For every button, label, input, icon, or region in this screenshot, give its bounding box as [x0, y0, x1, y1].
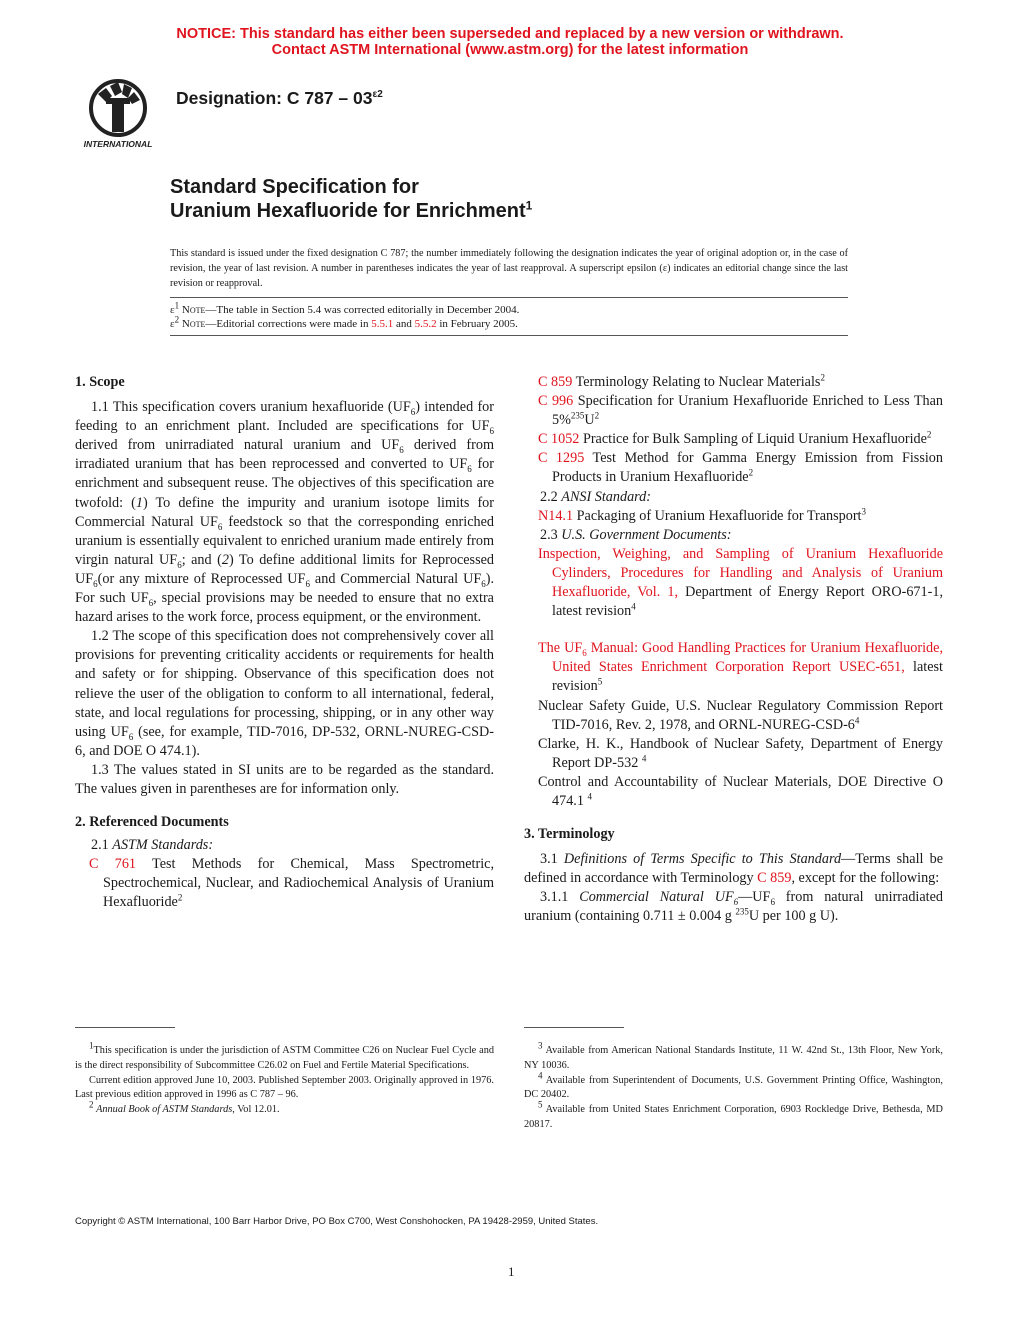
section-3-heading: 3. Terminology: [524, 826, 615, 843]
standard-intro: This standard is issued under the fixed designation C 787; the number immediately following the designation indicates the year of original adoption or, in the case of revision, the year of last revision. A number in parentheses indicates the year of last reapproval. A superscript epsilon (ε) indicates an editorial change since the last revision or reapproval.: [170, 248, 848, 289]
astm-logo: [72, 74, 164, 152]
ref-c1052: C 1052 Practice for Bulk Sampling of Liquid Uranium Hexafluoride$^2$: [538, 429, 932, 448]
editorial-notes: [170, 300, 848, 331]
para-3-1: 3.1 Definitions of Terms Specific to This Standard—Terms shall be defined in accordance with Terminology C 859, except for the following:: [524, 851, 944, 887]
editorial-note-1: $\varepsilon^1$ Note—The table in Section 5.4 was corrected editorially in December 2004.: [170, 300, 520, 316]
notice-line-1: NOTICE: This standard has either been superseded and replaced by a new version or withdrawn.: [176, 26, 844, 42]
para-1-1: 1.1 This specification covers uranium hexafluoride $(UF_6)$ intended for feeding to an enrichment plant. Included are specifications for $UF_6$ derived from unirradiated natural uranium and $UF_6$ derived from irradiated uranium that has been reprocessed and converted to $UF_6$ for enrichment and subsequent reuse. The objectives of this specification are twofold: (1) To define the impurity and uranium isotope limits for Commercial Natural $UF_6$ feedstock so that the corresponding enriched uranium is essentially equivalent to enriched uranium made entirely from virgin natural $UF_6$; and (2) To define additional limits for Reprocessed $UF_6(or$ any mixture of Reprocessed $UF_6$ and Commercial Natural $UF_6$). For such $UF_6$, special provisions may be needed to ensure that no extra hazard arises to the work force, process equipment, or the environment.: [75, 399, 495, 626]
title-footnote-ref: 1: [525, 198, 533, 213]
link-c1052[interactable]: C 1052: [538, 431, 580, 448]
link-c1295[interactable]: C 1295: [538, 450, 585, 467]
designation-text: Designation: C 787 – 03: [176, 88, 373, 108]
right-column: [524, 373, 943, 927]
withdrawal-notice: [0, 26, 1020, 58]
link-uf6-manual[interactable]: The $UF_6$ Manual: Good Handling Practices for Uranium Hexafluoride, United States Enrichment Corporation Report USEC-651,: [538, 640, 943, 676]
ref-clarke-handbook: Clarke, H. K., Handbook of Nuclear Safety, Department of Energy Report DP-532 $^4$: [538, 735, 943, 771]
intro-divider: [170, 297, 848, 298]
ref-nuclear-safety-guide: Nuclear Safety Guide, U.S. Nuclear Regulatory Commission Report TID-7016, Rev. 2, 1978, and ORNL-$NUREG-CSD-6^4$: [538, 697, 943, 733]
footnotes-left: [75, 1040, 494, 1118]
ref-c859: C 859 Terminology Relating to Nuclear Materials$^2$: [538, 372, 825, 390]
copyright: Copyright © ASTM International, 100 Barr Harbor Drive, PO Box C700, West Conshohocken, PA 19428-2959, United States.: [75, 1216, 599, 1227]
link-c761[interactable]: C 761: [89, 856, 137, 873]
ref-control-accountability: Control and Accountability of Nuclear Materials, DOE Directive O 474.1 $^4$: [538, 773, 943, 809]
logo-wordmark: INTERNATIONAL: [83, 139, 153, 149]
ref-inspection: Inspection, Weighing, and Sampling of Uranium Hexafluoride Cylinders, Procedures for Handling and Analysis of Uranium Hexafluoride, Vol. 1, Department of Energy Report ORO-671-1, latest revision$^4$: [538, 545, 943, 620]
editorial-note-2: $\varepsilon^2$ Note—Editorial corrections were made in 5.5.1 and 5.5.2 in February 2005.: [170, 314, 518, 330]
link-5-5-1[interactable]: 5.5.1: [371, 318, 394, 330]
designation: [176, 88, 383, 109]
link-5-5-2[interactable]: 5.5.2: [414, 318, 437, 330]
footnotes-right: [524, 1040, 943, 1133]
footnote-1: $^1$This specification is under the jurisdiction of ASTM Committee C26 on Nuclear Fuel Cycle and is the direct responsibility of Subcommittee C26.02 on Fuel and Fertile Material Specifications.: [75, 1040, 494, 1071]
title-line-1: Standard Specification for: [170, 176, 419, 198]
link-n14-1[interactable]: N14.1: [538, 507, 574, 524]
footnote-3: $^3$ Available from American National Standards Institute, 11 W. 42nd St., 13th Floor, New York, NY 10036.: [524, 1040, 943, 1071]
link-c859-terminology[interactable]: C 859: [757, 870, 792, 887]
notice-line-2: Contact ASTM International (www.astm.org) for the latest information: [271, 42, 749, 58]
ref-c1295: C 1295 Test Method for Gamma Energy Emission from Fission Products in Uranium Hexafluoride$^2$: [538, 450, 943, 486]
document-title: [170, 175, 532, 223]
ref-c996: C 996 Specification for Uranium Hexafluoride Enriched to Less Than $5\%^{235}U^2$: [538, 393, 943, 429]
para-1-3: 1.3 The values stated in SI units are to be regarded as the standard. The values given in parentheses are for information only.: [75, 761, 494, 797]
left-column: [75, 373, 494, 913]
footnote-4: $^4$ Available from Superintendent of Documents, U.S. Government Printing Office, Washington, DC 20402.: [524, 1070, 943, 1101]
link-inspection-weighing[interactable]: Inspection, Weighing, and Sampling of Uranium Hexafluoride Cylinders, Procedures for Handling and Analysis of Uranium Hexafluoride, Vol. 1,: [538, 545, 943, 601]
section-2-heading: 2. Referenced Documents: [75, 814, 229, 831]
link-c859[interactable]: C 859: [538, 374, 573, 390]
ref-n14-1: N14.1 Packaging of Uranium Hexafluoride for Transport$^3$: [538, 505, 866, 524]
title-line-2: Uranium Hexafluoride for Enrichment: [170, 200, 526, 222]
footnote-divider-right: [524, 1027, 624, 1028]
para-2-1: 2.1 ASTM Standards:: [91, 837, 214, 854]
para-3-1-1: 3.1.1 Commercial Natural $UF_6—UF_6$ from natural unirradiated uranium (containing 0.711 ± 0.004 g $^{235}$U per 100 g U).: [524, 889, 943, 925]
para-2-3: 2.3 U.S. Government Documents:: [540, 526, 732, 543]
footnote-1-dates: Current edition approved June 10, 2003. Published September 2003. Originally approved in 1976. Last previous edition approved in 1996 as C 787 – 96.: [75, 1074, 494, 1101]
footnote-divider-left: [75, 1027, 175, 1028]
notes-divider: [170, 335, 848, 336]
section-1-heading: 1. Scope: [75, 374, 125, 390]
link-c996[interactable]: C 996: [538, 393, 574, 410]
ref-c761: C 761 Test Methods for Chemical, Mass Spectrometric, Spectrochemical, Nuclear, and Radiochemical Analysis of Uranium Hexafluoride$^2$: [89, 856, 494, 911]
para-1-2: 1.2 The scope of this specification does not comprehensively cover all provisions for preventing criticality accidents or requirements for health and safety or for shipping. Observance of this specification does not relieve the user of the obligation to conform to all international, federal, state, and local regulations for processing, shipping, or in any other way using $UF_6$ (see, for example, TID-7016, DP-532, ORNL-NUREG-CSD-6, and DOE O 474.1).: [75, 628, 494, 759]
page-number: 1: [508, 1264, 515, 1279]
designation-epsilon: ε2: [372, 89, 383, 101]
para-2-2: 2.2 ANSI Standard:: [540, 488, 651, 505]
footnote-2: $^2$ Annual Book of ASTM Standards, Vol 12.01.: [89, 1099, 280, 1116]
ref-uf6-manual: The $UF_6$ Manual: Good Handling Practices for Uranium Hexafluoride, United States Enrichment Corporation Report USEC-651, latest revision$^5$: [538, 640, 943, 695]
footnote-5: $^5$ Available from United States Enrichment Corporation, 6903 Rockledge Drive, Bethesda, MD 20817.: [524, 1099, 943, 1130]
